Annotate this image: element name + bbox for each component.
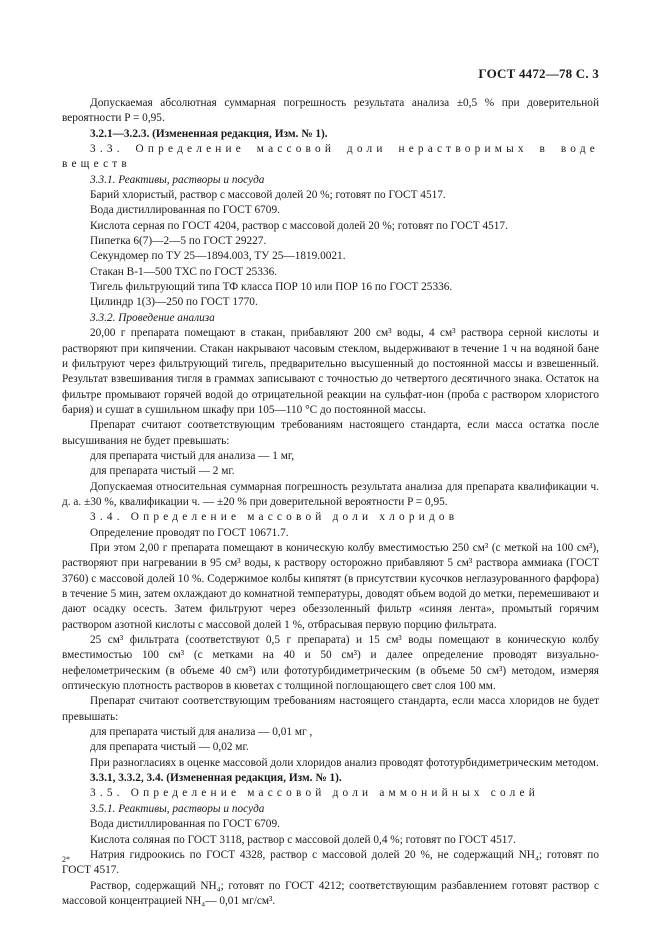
page-header: ГОСТ 4472—78 С. 3 [478, 66, 599, 81]
section-heading: 3.3. Определение массовой доли нерастворимых в воде веществ [62, 143, 599, 171]
subsection-heading: 3.3.1. Реактивы, растворы и посуда [90, 173, 265, 186]
list-item: Пипетка 6(7)—2—5 по ГОСТ 29227. [90, 235, 267, 248]
list-item: для препарата чистый — 0,02 мг. [90, 741, 249, 754]
list-item: Вода дистиллированная по ГОСТ 6709. [90, 204, 280, 217]
list-item: Кислота соляная по ГОСТ 3118, раствор с массовой долей 0,4 %; готовят по ГОСТ 4517. [90, 833, 516, 846]
list-item: Натрия гидроокись по ГОСТ 4328, раствор с массовой долей 20 %, не содержащий NH₄; готовят по ГОСТ 4517. [62, 848, 599, 877]
section-heading: 3.5. Определение массовой доли аммонийных солей [90, 787, 539, 800]
paragraph: Препарат считают соответствующим требованиям настоящего стандарта, если масса хлоридов не будет превышать: [62, 695, 599, 723]
list-item: для препарата чистый для анализа — 0,01 мг , [90, 726, 313, 739]
list-item: Кислота серная по ГОСТ 4204, раствор с массовой долей 20 %; готовят по ГОСТ 4517. [90, 219, 508, 232]
page-footer-mark: 2* [62, 855, 70, 864]
section-heading: 3.4. Определение массовой доли хлоридов [90, 511, 459, 524]
list-item: Вода дистиллированная по ГОСТ 6709. [90, 818, 280, 831]
list-item: Тигель фильтрующий типа ТФ класса ПОР 10 или ПОР 16 по ГОСТ 25336. [90, 281, 453, 294]
paragraph: 25 см³ фильтрата (соответствуют 0,5 г препарата) и 15 см³ воды помещают в коническую колбу вместимостью 100 см³ (с метками на 40 и 50 см³) и далее определение проводят визуально-нефелометрическим (в объеме 40 см³) или фототурбидиметрическим (в объеме 50 см³) методом, измеряя оптическую плотность растворов в кюветах с толщиной поглощающего свет слоя 100 мм. [62, 634, 599, 693]
amendment-note: 3.3.1, 3.3.2, 3.4. (Измененная редакция, Изм. № 1). [90, 772, 342, 785]
list-item: Секундомер по ТУ 25—1894.003, ТУ 25—1819.0021. [90, 250, 346, 263]
list-item: Барий хлористый, раствор с массовой долей 20 %; готовят по ГОСТ 4517. [90, 189, 446, 202]
list-item: Стакан В-1—500 ТХС по ГОСТ 25336. [90, 265, 278, 278]
list-item: для препарата чистый — 2 мг. [90, 465, 235, 478]
paragraph: При разногласиях в оценке массовой доли хлоридов анализ проводят фототурбидиметрическим методом. [90, 756, 599, 769]
paragraph: При этом 2,00 г препарата помещают в коническую колбу вместимостью 250 см³ (с меткой на 100 см³), растворяют при нагревании в 95 см³ воды, к раствору осторожно прибавляют 5 см³ раствора аммиака (ГОСТ 3760) с массовой долей 10 %. Содержимое колбы кипятят (в присутствии кусочков неглазурованного фарфора) в течение 5 мин, затем охлаждают до комнатной температуры, доводят объем водой до метки, перемешивают и дают осадку осесть. Затем фильтруют через обеззоленный фильтр «синяя лента», промытый горячим раствором азотной кислоты с массовой долей 1 %, отбрасывая первую порцию фильтрата. [62, 541, 599, 631]
list-item: для препарата чистый для анализа — 1 мг, [90, 449, 295, 462]
subsection-heading: 3.5.1. Реактивы, растворы и посуда [90, 802, 265, 815]
paragraph: Раствор, содержащий NH₄; готовят по ГОСТ 4212; соответствующим разбавлением готовят раствор с массовой концентрацией NH₄— 0,01 мг/см³. [62, 879, 599, 907]
document-body [62, 96, 599, 909]
subsection-heading: 3.3.2. Проведение анализа [90, 311, 215, 324]
paragraph: Препарат считают соответствующим требованиям настоящего стандарта, если масса остатка после высушивания не будет превышать: [62, 419, 599, 447]
paragraph: Определение проводят по ГОСТ 10671.7. [90, 526, 289, 539]
amendment-note: 3.2.1—3.2.3. (Измененная редакция, Изм. № 1). [90, 127, 328, 140]
paragraph: Допускаемая абсолютная суммарная погрешность результата анализа ±0,5 % при доверительной вероятности P = 0,95. [62, 97, 599, 125]
list-item: Цилиндр 1(3)—250 по ГОСТ 1770. [90, 296, 258, 309]
paragraph: Допускаемая относительная суммарная погрешность результата анализа для препарата квалификации ч. д. а. ±30 %, квалификации ч. — ±20 % при доверительной вероятности P = 0,95. [62, 480, 599, 508]
paragraph: 20,00 г препарата помещают в стакан, прибавляют 200 см³ воды, 4 см³ раствора серной кислоты и растворяют при кипячении. Стакан накрывают часовым стеклом, выдерживают в течение 1 ч на водяной бане и фильтруют через фильтрующий тигель, предварительно высушенный до постоянной массы и взвешенный. Результат взвешивания тигля в граммах записывают с точностью до четвертого десятичного знака. Остаток на фильтре промывают горячей водой до отрицательной реакции на сульфат-ион (проба с раствором хлористого бария) и сушат в сушильном шкафу при 105—110 °С до постоянной массы. [62, 327, 599, 416]
